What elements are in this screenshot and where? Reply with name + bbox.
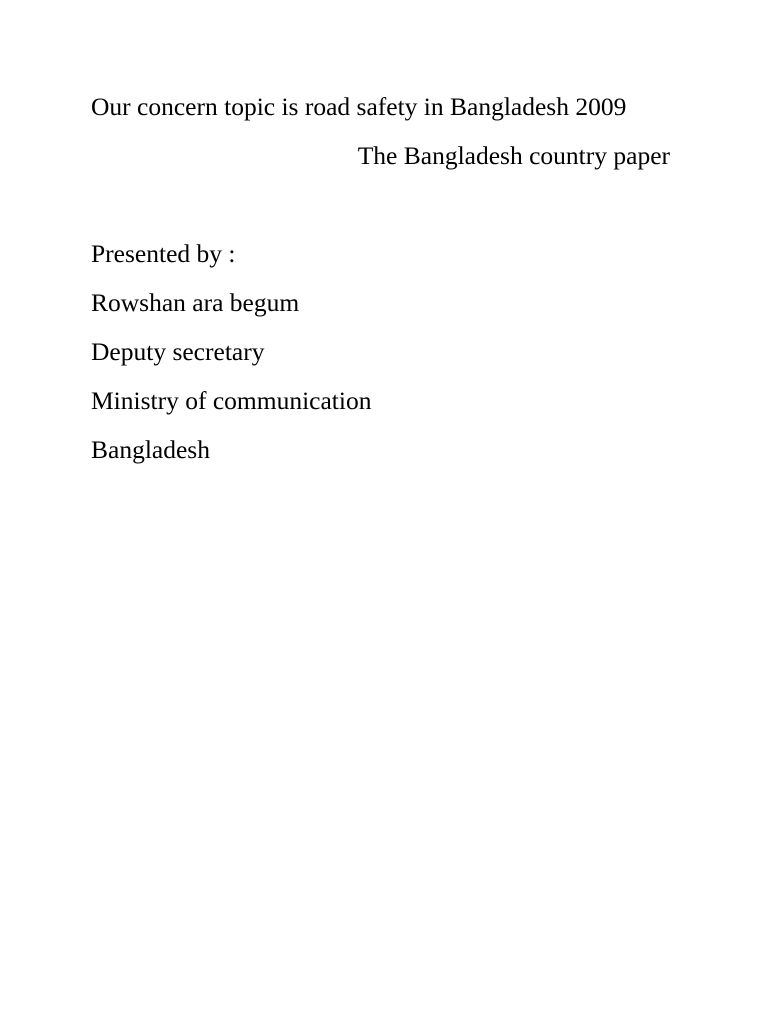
presenter-organization: Ministry of communication	[91, 386, 372, 415]
document-subtitle: The Bangladesh country paper	[357, 141, 670, 170]
presenter-name: Rowshan ara begum	[91, 288, 300, 317]
presented-by-label: Presented by :	[91, 239, 236, 268]
topic-line: Our concern topic is road safety in Bangladesh 2009	[91, 92, 627, 121]
presenter-country: Bangladesh	[91, 435, 210, 464]
presenter-designation: Deputy secretary	[91, 337, 265, 366]
